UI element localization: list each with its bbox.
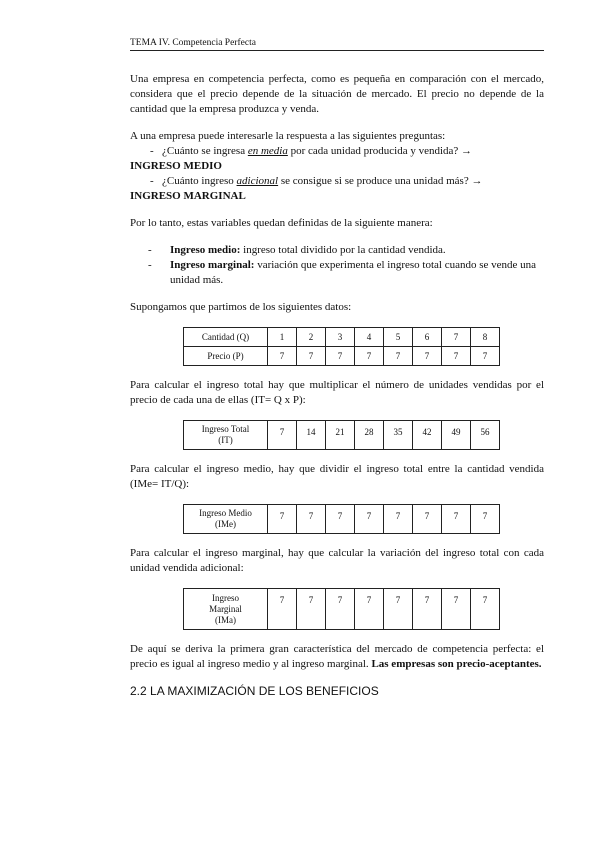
definition-ingreso-medio: - Ingreso medio: ingreso total dividido por la cantidad vendida.	[148, 244, 446, 256]
table-ingreso-medio	[183, 504, 500, 534]
question-2-answer: INGRESO MARGINAL	[130, 190, 246, 202]
question-1-answer: INGRESO MEDIO	[130, 160, 222, 172]
table-row: Ingreso Medio (IMe) 7 7 7 7 7 7 7 7	[184, 505, 500, 534]
table-row: Ingreso Marginal (IMa) 7 7 7 7 7 7 7 7	[184, 589, 500, 630]
definitions-intro: Por lo tanto, estas variables quedan definidas de la siguiente manera:	[130, 217, 433, 229]
data-intro: Supongamos que partimos de los siguientes datos:	[130, 301, 352, 313]
ingreso-medio-paragraph: Para calcular el ingreso medio, hay que dividir el ingreso total entre la cantidad vendida (IMe= IT/Q):	[130, 463, 544, 490]
table-ingreso-total	[183, 420, 500, 450]
table-ingreso-marginal	[183, 588, 500, 630]
definition-ingreso-marginal: - Ingreso marginal: variación que experimenta el ingreso total cuando se vende una unidad más.	[148, 259, 537, 286]
question-2: - ¿Cuánto ingreso adicional se consigue si se produce una unidad más? →	[150, 175, 483, 187]
document-body	[130, 72, 544, 699]
question-1: - ¿Cuánto se ingresa en media por cada unidad producida y vendida? →	[150, 145, 473, 157]
table-cantidad-precio	[183, 327, 500, 366]
table-row: Precio (P) 7 7 7 7 7 7 7 7	[184, 347, 500, 366]
page-header: TEMA IV. Competencia Perfecta	[130, 38, 544, 51]
intro-paragraph: Una empresa en competencia perfecta, como es pequeña en comparación con el mercado, considera que el precio depende de la situación de mercado. El precio no depende de la cantidad que la empresa produzca y venda.	[130, 73, 544, 115]
table-row: Cantidad (Q) 1 2 3 4 5 6 7 8	[184, 328, 500, 347]
section-heading: 2.2 LA MAXIMIZACIÓN DE LOS BENEFICIOS	[130, 684, 379, 698]
conclusion-paragraph: De aquí se deriva la primera gran característica del mercado de competencia perfecta: el precio es igual al ingreso medio y al ingreso marginal. Las empresas son precio-aceptantes.	[130, 643, 544, 670]
questions-intro: A una empresa puede interesarle la respuesta a las siguientes preguntas:	[130, 130, 446, 142]
table-row: Ingreso Total (IT) 7 14 21 28 35 42 49 56	[184, 421, 500, 450]
ingreso-total-paragraph: Para calcular el ingreso total hay que multiplicar el número de unidades vendidas por el precio de cada una de ellas (IT= Q x P):	[130, 379, 544, 406]
ingreso-marginal-paragraph: Para calcular el ingreso marginal, hay que calcular la variación del ingreso total con cada unidad vendida adicional:	[130, 547, 544, 574]
